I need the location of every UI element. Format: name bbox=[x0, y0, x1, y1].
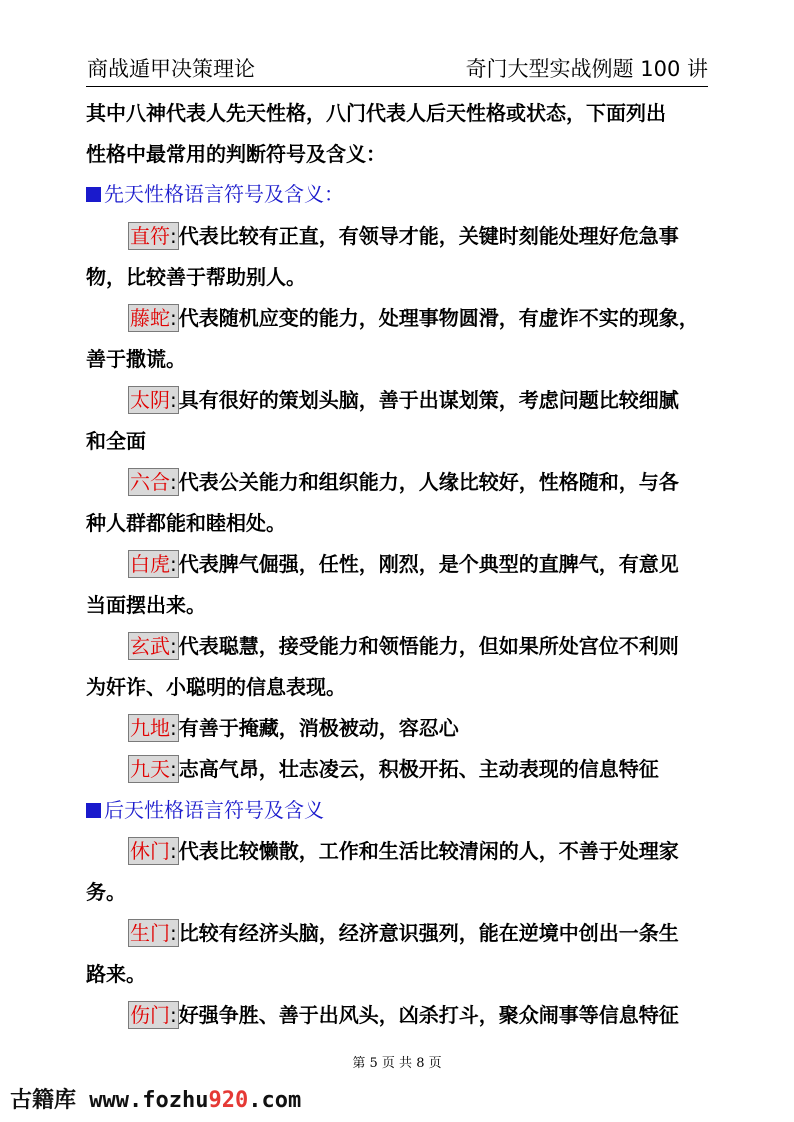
term-label: 直符: bbox=[130, 224, 177, 248]
entry-line bbox=[128, 713, 459, 743]
blue-square-bullet-icon bbox=[86, 803, 101, 818]
entry-continuation: 善于撒谎。 bbox=[86, 347, 186, 371]
entry-line bbox=[128, 836, 679, 866]
section-title: 后天性格语言符号及含义 bbox=[104, 798, 324, 822]
entry-line bbox=[128, 754, 659, 784]
term-label: 休门: bbox=[130, 839, 177, 863]
term-label: 九地: bbox=[130, 716, 177, 740]
page-number: 第 5 页 共 8 页 bbox=[352, 1056, 442, 1071]
entry-text: 代表随机应变的能力，处理事物圆滑，有虚诈不实的现象， bbox=[178, 306, 699, 330]
term-label: 六合: bbox=[130, 470, 177, 494]
entry-continuation: 路来。 bbox=[86, 962, 146, 986]
entry-continuation: 务。 bbox=[86, 880, 126, 904]
entry-continuation: 种人群都能和睦相处。 bbox=[86, 511, 286, 535]
entry-text: 代表脾气倔强，任性，刚烈，是个典型的直脾气，有意见 bbox=[178, 552, 679, 576]
entry-continuation: 和全面 bbox=[86, 429, 146, 453]
term-label: 九天: bbox=[130, 757, 177, 781]
entry-line bbox=[128, 467, 679, 497]
entry-line bbox=[128, 549, 679, 579]
section-heading-innate bbox=[86, 179, 344, 209]
intro-line-2: 性格中最常用的判断符号及含义： bbox=[86, 142, 386, 166]
term-label: 太阴: bbox=[130, 388, 177, 412]
term-label: 玄武: bbox=[130, 634, 177, 658]
watermark bbox=[10, 1083, 301, 1114]
watermark-site-name: 古籍库 bbox=[10, 1088, 77, 1113]
entry-text: 志高气昂，壮志凌云，积极开拓、主动表现的信息特征 bbox=[178, 757, 659, 781]
entry-line bbox=[128, 1000, 679, 1030]
entry-continuation: 为奸诈、小聪明的信息表现。 bbox=[86, 675, 346, 699]
entry-text: 代表比较有正直，有领导才能，关键时刻能处理好危急事 bbox=[178, 224, 679, 248]
watermark-url-prefix: www.fozhu bbox=[89, 1088, 209, 1113]
watermark-url-suffix: .com bbox=[248, 1088, 302, 1113]
entry-line bbox=[128, 631, 679, 661]
watermark-url-number: 920 bbox=[208, 1088, 249, 1113]
header-book-title: 商战遁甲决策理论 bbox=[87, 57, 255, 81]
intro-line-1: 其中八神代表人先天性格，八门代表人后天性格或状态，下面列出 bbox=[86, 101, 666, 125]
term-label: 生门: bbox=[130, 921, 177, 945]
entry-text: 代表公关能力和组织能力，人缘比较好，性格随和，与各 bbox=[178, 470, 679, 494]
entry-text: 代表比较懒散，工作和生活比较清闲的人，不善于处理家 bbox=[178, 839, 679, 863]
page-header bbox=[86, 54, 708, 87]
entry-text: 代表聪慧，接受能力和领悟能力，但如果所处宫位不利则 bbox=[178, 634, 679, 658]
entry-continuation: 当面摆出来。 bbox=[86, 593, 206, 617]
entry-line bbox=[128, 918, 679, 948]
header-series-title: 奇门大型实战例题 100 讲 bbox=[465, 57, 708, 81]
entry-line bbox=[128, 303, 699, 333]
entry-line bbox=[128, 221, 679, 251]
entry-text: 好强争胜、善于出风头，凶杀打斗，聚众闹事等信息特征 bbox=[178, 1003, 679, 1027]
section-heading-acquired bbox=[86, 795, 324, 825]
term-label: 藤蛇: bbox=[130, 306, 177, 330]
blue-square-bullet-icon bbox=[86, 187, 101, 202]
term-label: 伤门: bbox=[130, 1003, 177, 1027]
section-title: 先天性格语言符号及含义： bbox=[104, 182, 344, 206]
entry-continuation: 物，比较善于帮助别人。 bbox=[86, 265, 306, 289]
entry-text: 有善于掩藏，消极被动，容忍心 bbox=[178, 716, 459, 740]
entry-text: 具有很好的策划头脑，善于出谋划策，考虑问题比较细腻 bbox=[178, 388, 679, 412]
entry-line bbox=[128, 385, 679, 415]
entry-text: 比较有经济头脑，经济意识强列，能在逆境中创出一条生 bbox=[178, 921, 679, 945]
term-label: 白虎: bbox=[130, 552, 177, 576]
